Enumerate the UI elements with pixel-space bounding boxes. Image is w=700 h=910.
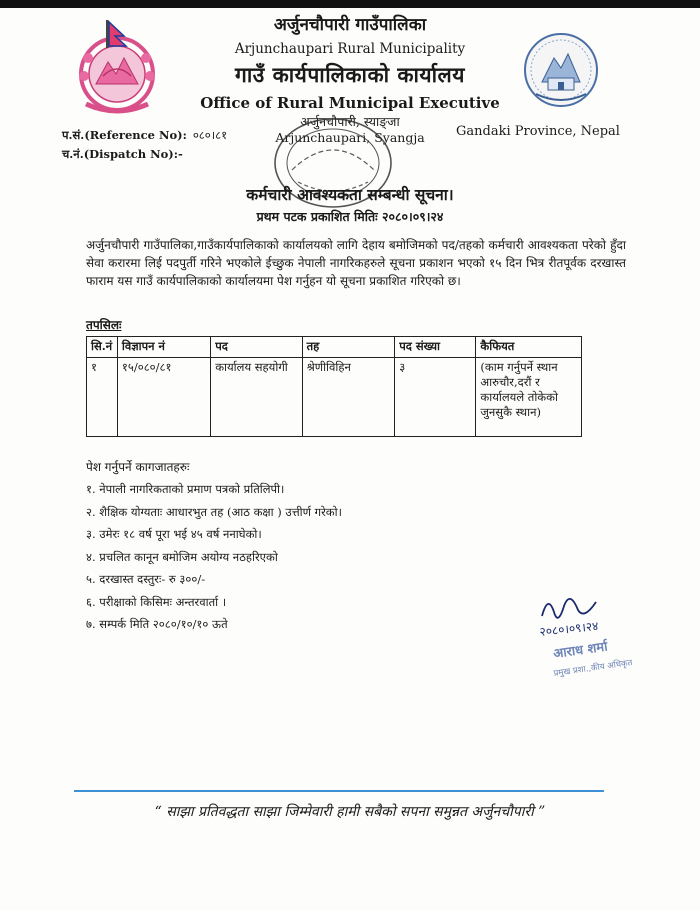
- cell-post: कार्यालय सहयोगी: [211, 358, 302, 437]
- office-name-np: गाउँ कार्यपालिकाको कार्यालय: [235, 62, 465, 87]
- municipality-name-np: अर्जुनचौपारी गाउँपालिका: [273, 15, 427, 35]
- list-item: ७. सम्पर्क मिति २०८०/१०/१० ऊते: [86, 617, 228, 631]
- scan-top-edge: [0, 0, 700, 8]
- dispatch-row: [62, 145, 227, 164]
- header-post: पद: [211, 337, 302, 358]
- cell-ad-number: १५/०८०/८१: [117, 358, 210, 437]
- reference-row: [62, 126, 227, 145]
- documents-heading: पेश गर्नुपर्ने कागजातहरुः: [86, 460, 190, 474]
- reference-value: ०८०।८१: [192, 128, 228, 142]
- office-name-en: Office of Rural Municipal Executive: [200, 94, 500, 112]
- nepal-emblem-icon: [66, 18, 168, 114]
- table-header-row: [87, 337, 582, 358]
- header-serial: सि.नं: [87, 337, 118, 358]
- notice-publish-date: प्रथम पटक प्रकाशित मितिः २०८०।०९।२४: [256, 209, 444, 224]
- vacancy-table: [86, 336, 582, 437]
- list-item: ४. प्रचलित कानून बमोजिम अयोग्य नठहरिएको: [86, 549, 278, 564]
- dispatch-label: च.नं.(Dispatch No):-: [62, 147, 183, 161]
- footer-divider: [74, 790, 604, 792]
- signature-name: आराध शर्मा: [552, 639, 609, 662]
- header-remarks: कैफियत: [476, 337, 582, 358]
- signature-title: प्रमुख प्रशा.,कीय अधिकृत: [553, 658, 634, 679]
- location-np: अर्जुनचौपारी, स्याङ्जा: [300, 114, 400, 129]
- signature-block: [520, 588, 650, 688]
- municipality-name-en: Arjunchaupari Rural Municipality: [234, 41, 466, 57]
- footer-motto: “ साझा प्रतिवद्धता साझा जिम्मेवारी हामी सबैको सपना समुन्नत अर्जुनचौपारी ”: [154, 804, 546, 820]
- reference-block: [62, 126, 227, 164]
- header-level: तह: [302, 337, 395, 358]
- notice-title: कर्मचारी आवश्यकता सम्बन्धी सूचना।: [246, 185, 454, 204]
- notice-body: अर्जुनचौपारी गाउँपालिका,गाउँकार्यपालिकाको कार्यालयको लागि देहाय बमोजिमको पद/तहको कर्मचारी आवश्यकता परेको हुँदा सेवा करारमा लिई पदपुर्ती गरिने भएकोले ईच्छुक नेपाली नागरिकहरुले सूचना प्रकाशन भएको १५ दिन भित्र रीतपूर्वक दरखास्त फाराम यस गाउँ कार्यपालिकाको कार्यालयमा पेश गर्नुहन यो सूचना प्रकाशित गरिएको छ।: [86, 238, 626, 288]
- location-en: Arjunchaupari, Syangja: [275, 130, 425, 145]
- header-post-count: पद संख्या: [395, 337, 476, 358]
- list-item: १. नेपाली नागरिकताको प्रमाण पत्रको प्रतिलिपी।: [86, 482, 285, 496]
- province-label: Gandaki Province, Nepal: [456, 124, 620, 139]
- cell-serial: १: [87, 358, 118, 437]
- documents-list: [86, 478, 342, 636]
- list-item: २. शैक्षिक योग्यताः आधारभुत तह (आठ कक्षा ) उत्तीर्ण गरेको।: [86, 504, 342, 519]
- list-item: ६. परीक्षाको किसिमः अन्तरवार्ता ।: [86, 594, 227, 609]
- list-item: ५. दरखास्त दस्तुरः- रु ३००/-: [86, 572, 206, 586]
- table-row: [87, 358, 582, 437]
- list-item: ३. उमेरः १८ वर्ष पूरा भई ४५ वर्ष ननाघेको।: [86, 527, 262, 541]
- header-ad-number: विज्ञापन नं: [117, 337, 210, 358]
- signature-date: २०८०।०९।२४: [538, 618, 600, 639]
- signature-scribble: [542, 599, 596, 618]
- details-label: तपसिलः: [86, 318, 122, 332]
- cell-remarks: (काम गर्नुपर्ने स्थान आरुचौर,दरौं र कार्यालयले तोकेको जुनसुकै स्थान): [476, 358, 582, 437]
- cell-post-count: ३: [395, 358, 476, 437]
- reference-label: प.सं.(Reference No):: [62, 128, 187, 142]
- cell-level: श्रेणीविहिन: [302, 358, 395, 437]
